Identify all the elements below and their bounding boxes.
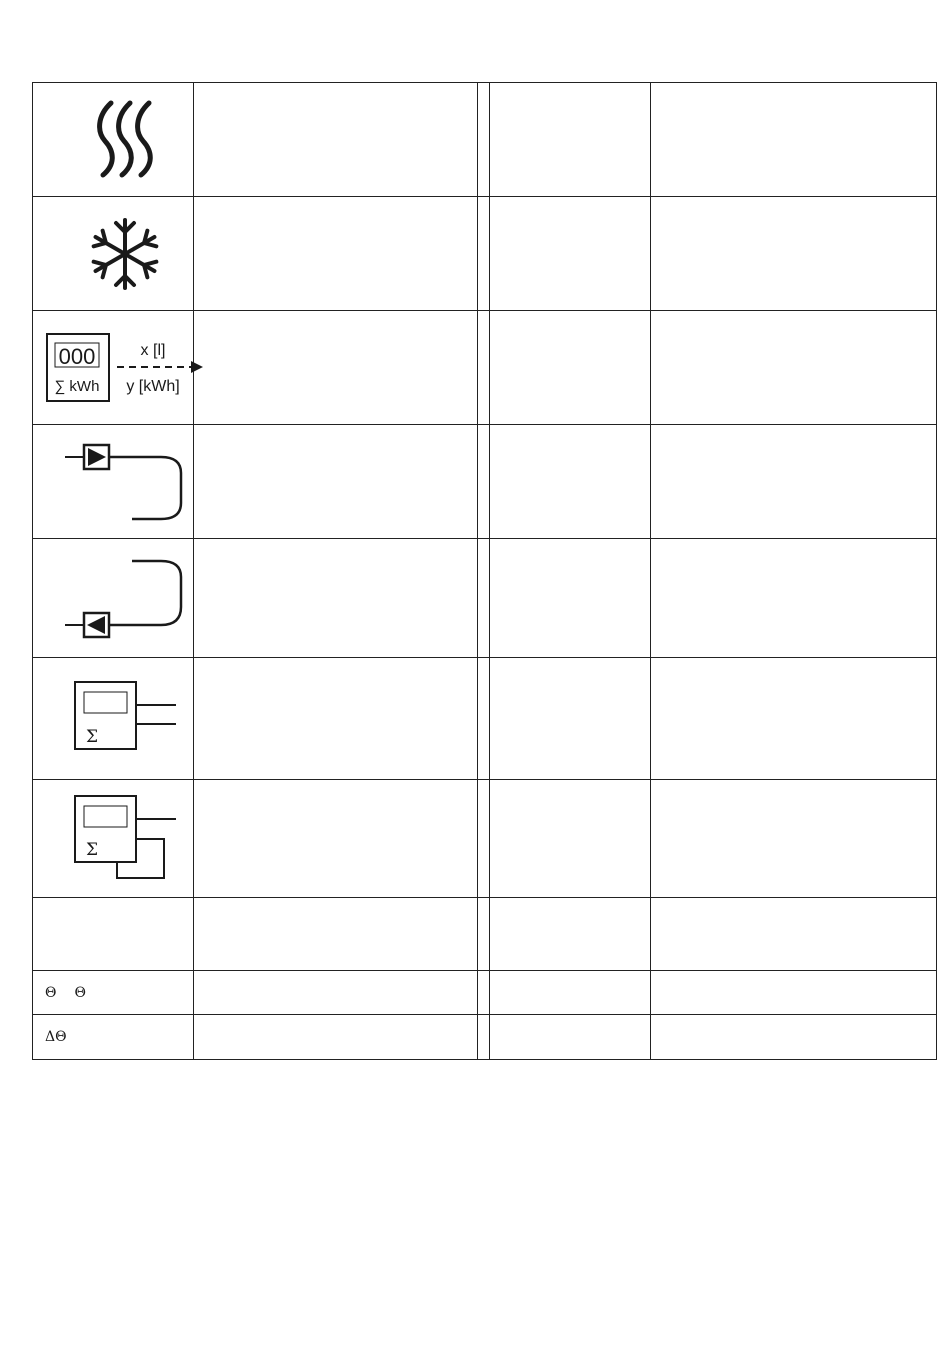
description-cell [194, 197, 478, 311]
table-row [33, 425, 937, 539]
description-cell [194, 1015, 478, 1060]
sum-symbol: Σ [86, 727, 99, 747]
description-cell [194, 780, 478, 898]
symbol-table [32, 82, 937, 1060]
value-cell [490, 425, 651, 539]
separator-cell [478, 311, 490, 425]
table-row [33, 1015, 937, 1060]
symbol-cell [33, 658, 194, 780]
meter-sum-unit: ∑ kWh [54, 378, 100, 395]
meter-two-wire-icon [33, 658, 194, 780]
separator-cell [478, 539, 490, 658]
flow-sensor-return-loop-icon [33, 539, 194, 658]
output-label-bottom: y [kWh] [126, 378, 180, 395]
value-cell [490, 780, 651, 898]
notes-cell [651, 780, 937, 898]
description-cell [194, 311, 478, 425]
notes-cell [651, 658, 937, 780]
value-cell [490, 658, 651, 780]
flow-sensor-forward-loop-icon [33, 425, 194, 539]
value-cell [490, 197, 651, 311]
table-row [33, 898, 937, 971]
description-cell [194, 83, 478, 197]
value-cell [490, 83, 651, 197]
symbol-cell [33, 1015, 194, 1060]
notes-cell [651, 539, 937, 658]
symbol-cell [33, 83, 194, 197]
notes-cell [651, 1015, 937, 1060]
output-label-top: x [l] [140, 342, 166, 359]
description-cell [194, 658, 478, 780]
notes-cell [651, 311, 937, 425]
value-cell [490, 311, 651, 425]
symbol-cell [33, 425, 194, 539]
table-row [33, 197, 937, 311]
separator-cell [478, 83, 490, 197]
separator-cell [478, 1015, 490, 1060]
notes-cell [651, 898, 937, 971]
separator-cell [478, 971, 490, 1015]
value-cell [490, 971, 651, 1015]
notes-cell [651, 425, 937, 539]
notes-cell [651, 971, 937, 1015]
symbol-cell [33, 197, 194, 311]
separator-cell [478, 658, 490, 780]
description-cell [194, 425, 478, 539]
value-cell [490, 898, 651, 971]
separator-cell [478, 780, 490, 898]
symbol-cell [33, 898, 194, 971]
symbol-cell [33, 311, 194, 425]
meter-display-digits: 000 [58, 344, 96, 369]
description-cell [194, 971, 478, 1015]
meter-loop-output-icon [33, 780, 194, 898]
table-row [33, 539, 937, 658]
table-row [33, 658, 937, 780]
notes-cell [651, 197, 937, 311]
table-row [33, 83, 937, 197]
value-cell [490, 539, 651, 658]
value-cell [490, 1015, 651, 1060]
theta-symbol: Θ [45, 984, 57, 1001]
separator-cell [478, 425, 490, 539]
energy-meter-output-icon [33, 311, 194, 425]
delta-theta-symbol: ΔΘ [45, 1029, 67, 1045]
snowflake-icon [33, 197, 194, 311]
notes-cell [651, 83, 937, 197]
table-row [33, 971, 937, 1015]
description-cell [194, 898, 478, 971]
table-row [33, 780, 937, 898]
theta-symbol: Θ [74, 984, 86, 1001]
table-row [33, 311, 937, 425]
separator-cell [478, 898, 490, 971]
heat-waves-icon [33, 83, 194, 197]
symbol-cell [33, 539, 194, 658]
symbol-cell [33, 780, 194, 898]
description-cell [194, 539, 478, 658]
symbol-cell [33, 971, 194, 1015]
separator-cell [478, 197, 490, 311]
sum-symbol: Σ [86, 840, 99, 860]
